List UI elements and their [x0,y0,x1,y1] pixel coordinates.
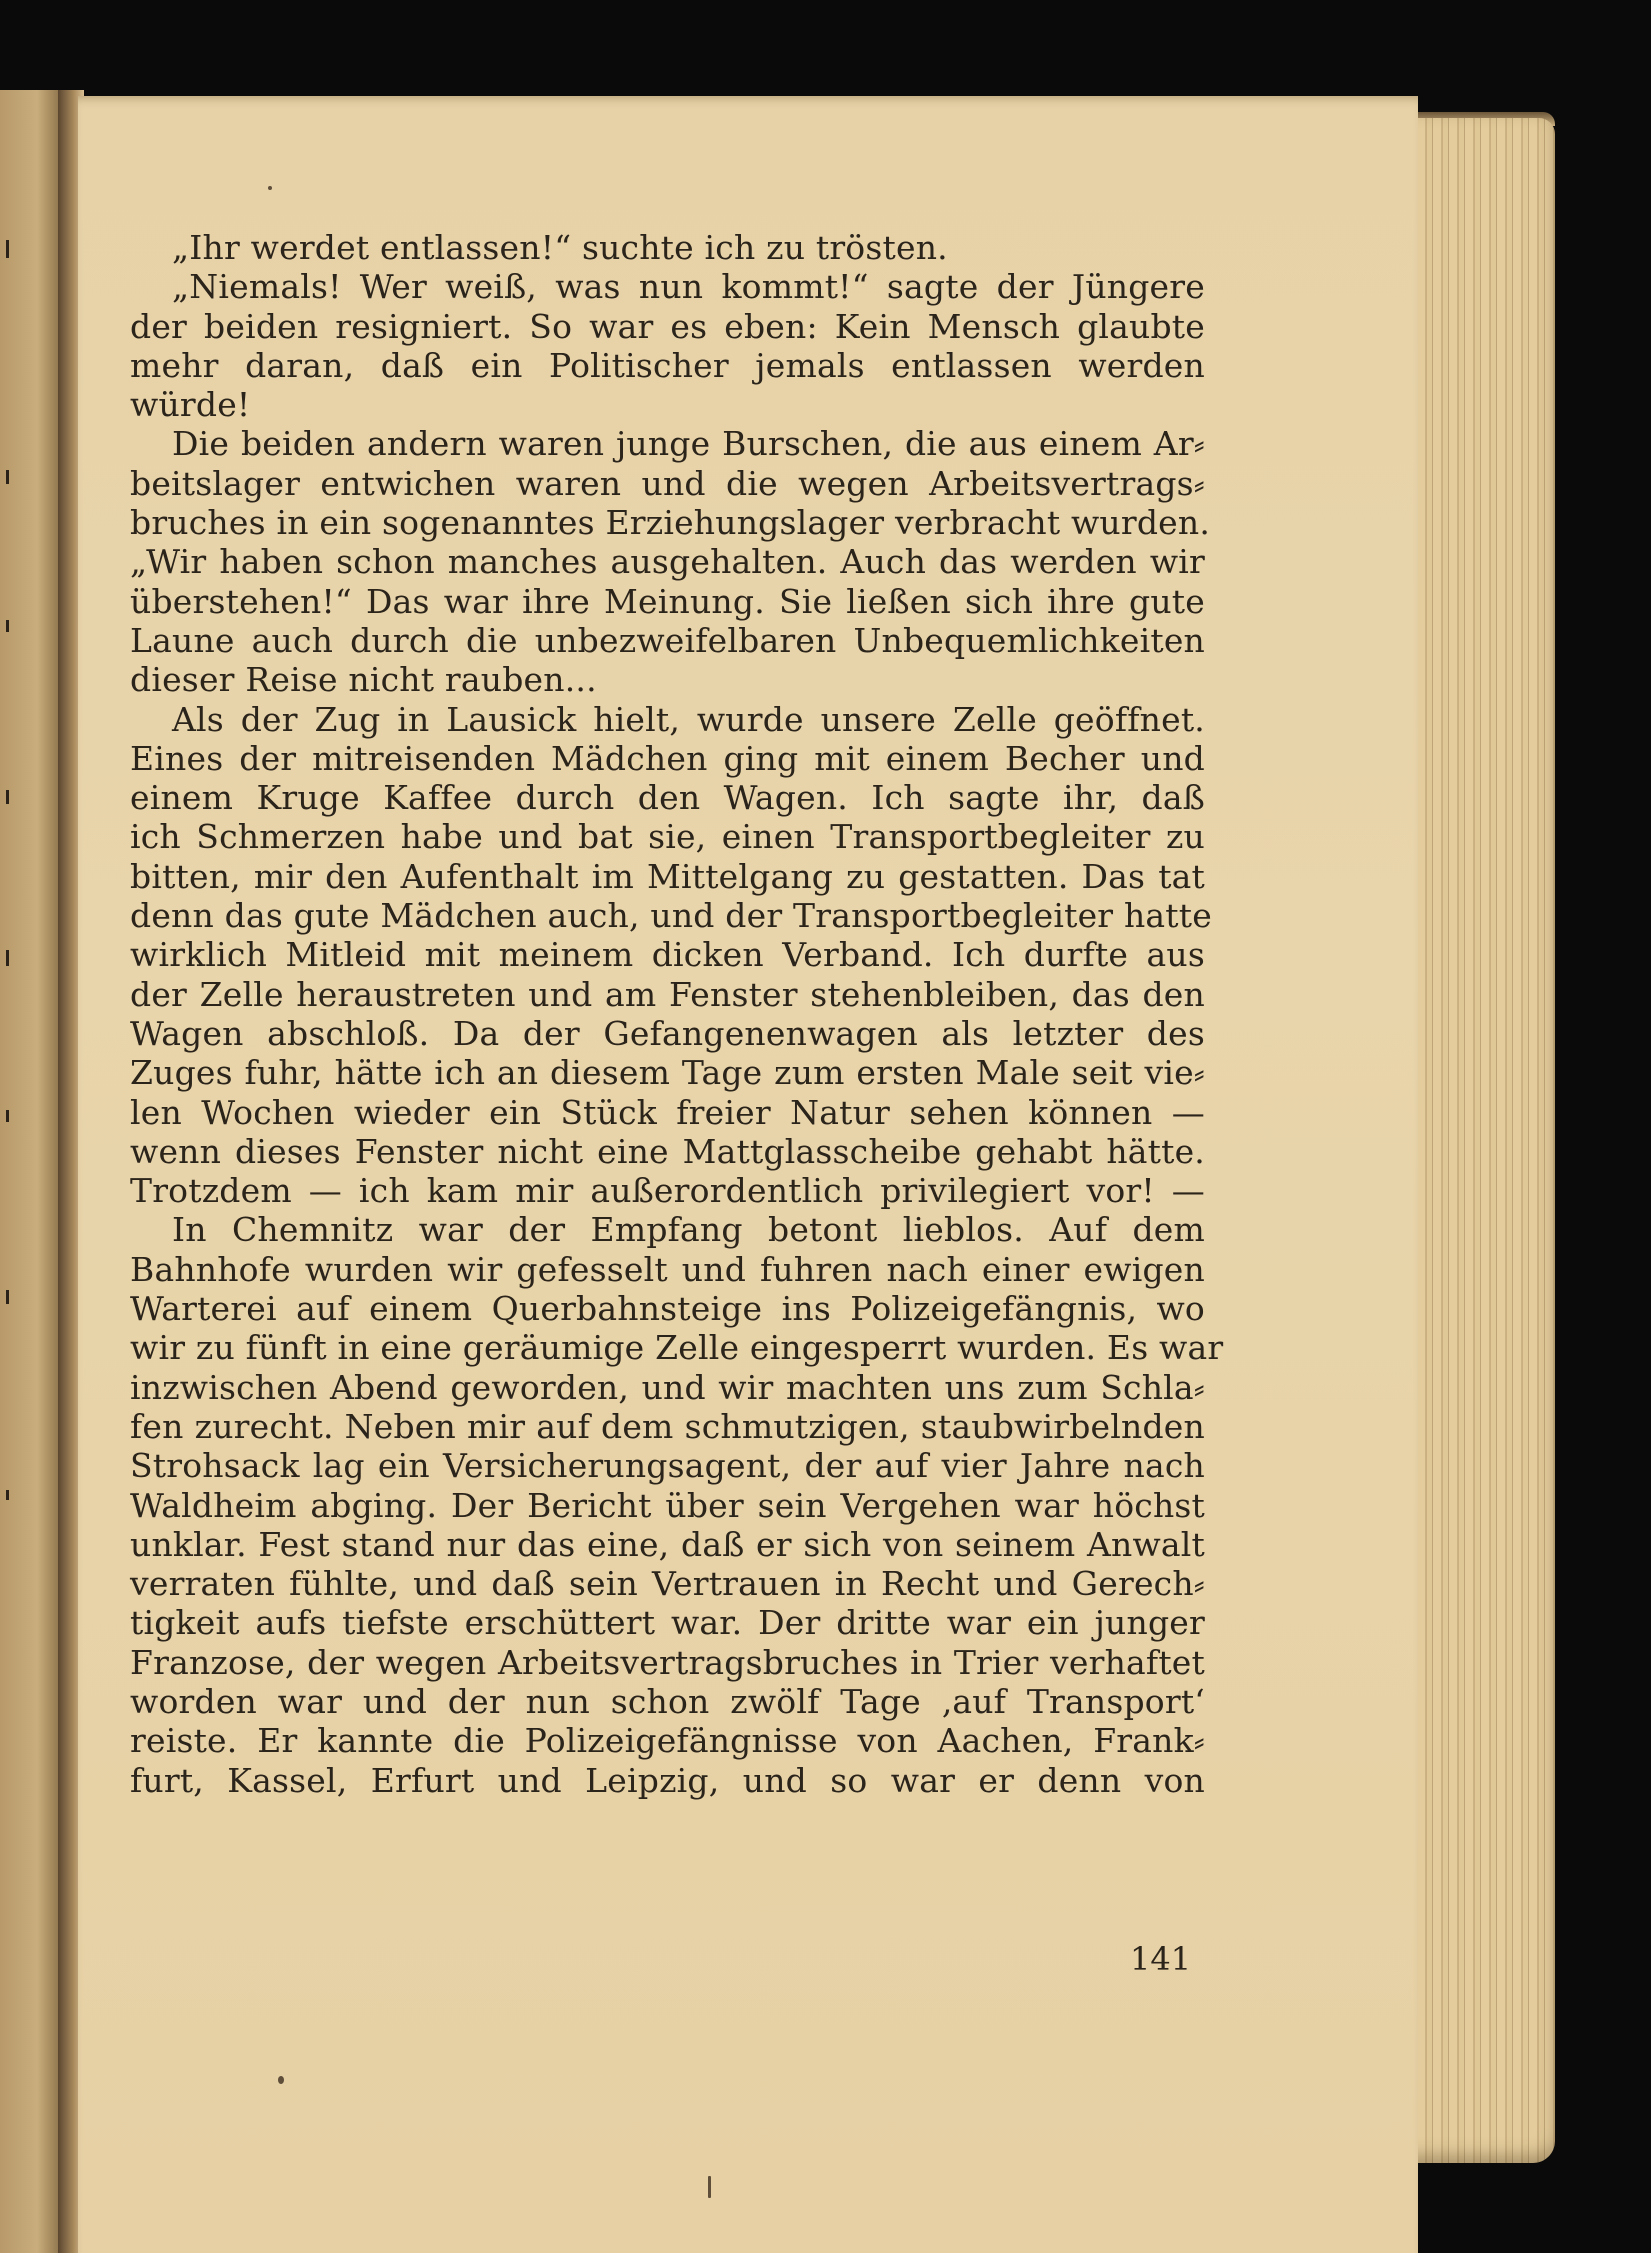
text-line: dieser Reise nicht rauben... [130,660,597,700]
page-number: 141 [1130,1940,1192,1978]
text-line: unklar. Fest stand nur das eine, daß er sich von seinem Anwalt [130,1524,1205,1564]
text-line: wenn dieses Fenster nicht eine Mattglasscheibe gehabt hätte. [130,1131,1205,1171]
text-line: Warterei auf einem Querbahnsteige ins Polizeigefängnis, wo [130,1289,1205,1329]
text-line: der beiden resigniert. So war es eben: Kein Mensch glaubte [130,306,1205,346]
text-line: fen zurecht. Neben mir auf dem schmutzigen, staubwirbelnden [130,1406,1205,1446]
text-line: verraten fühlte, und daß sein Vertrauen in Recht und Gerech⸗ [130,1564,1205,1604]
text-line: Die beiden andern waren junge Burschen, die aus einem Ar⸗ [172,424,1205,464]
text-line: „Ihr werdet entlassen!“ suchte ich zu trösten. [172,228,948,267]
text-line: Eines der mitreisenden Mädchen ging mit einem Becher und [130,738,1205,778]
text-line: Bahnhofe wurden wir gefesselt und fuhren nach einer ewigen [130,1249,1205,1289]
text-line: reiste. Er kannte die Polizeigefängnisse von Aachen, Frank⸗ [130,1721,1205,1761]
text-line: Waldheim abging. Der Bericht über sein Vergehen war höchst [130,1485,1205,1525]
text-line: Wagen abschloß. Da der Gefangenenwagen als letzter des [130,1013,1205,1053]
text-line: Strohsack lag ein Versicherungsagent, der auf vier Jahre nach [130,1446,1205,1486]
text-line: wir zu fünft in eine geräumige Zelle eingesperrt wurden. Es war [130,1328,1224,1368]
text-line: überstehen!“ Das war ihre Meinung. Sie ließen sich ihre gute [130,581,1205,621]
text-line: furt, Kassel, Erfurt und Leipzig, und so war er denn von [130,1760,1205,1800]
text-line: len Wochen wieder ein Stück freier Natur sehen können — [130,1092,1205,1132]
text-line: inzwischen Abend geworden, und wir machten uns zum Schla⸗ [130,1367,1205,1407]
text-line: Laune auch durch die unbezweifelbaren Unbequemlichkeiten [130,620,1205,660]
text-line: ich Schmerzen habe und bat sie, einen Transportbegleiter zu [130,817,1205,857]
text-line: bitten, mir den Aufenthalt im Mittelgang zu gestatten. Das tat [130,856,1205,896]
text-line: Franzose, der wegen Arbeitsvertragsbruches in Trier verhaftet [130,1642,1205,1682]
paper-speck [278,2076,284,2084]
text-line: beitslager entwichen waren und die wegen Arbeitsvertrags⸗ [130,463,1205,503]
text-line: einem Kruge Kaffee durch den Wagen. Ich sagte ihr, daß [130,778,1205,818]
facing-page-edge [0,90,62,2253]
paper-speck [268,186,272,190]
text-line: „Wir haben schon manches ausgehalten. Auch das werden wir [130,542,1205,582]
text-line: Trotzdem — ich kam mir außerordentlich privilegiert vor! — [130,1171,1205,1211]
text-line: mehr daran, daß ein Politischer jemals entlassen werden [130,345,1205,385]
text-line: Zuges fuhr, hätte ich an diesem Tage zum ersten Male seit vie⸗ [130,1053,1205,1093]
text-line: wirklich Mitleid mit meinem dicken Verband. Ich durfte aus [130,935,1205,975]
text-line: würde! [130,385,251,425]
paper-speck [708,2176,711,2198]
text-line: Als der Zug in Lausick hielt, wurde unsere Zelle geöffnet. [172,699,1205,739]
text-line: bruches in ein sogenanntes Erziehungslager verbracht wurden. [130,503,1211,543]
text-line: denn das gute Mädchen auch, und der Transportbegleiter hatte [130,896,1212,936]
text-line: „Niemals! Wer weiß, was nun kommt!“ sagte der Jüngere [172,267,1205,307]
body-text [130,228,1224,1800]
text-line: In Chemnitz war der Empfang betont lieblos. Auf dem [172,1210,1205,1250]
text-line: tigkeit aufs tiefste erschüttert war. Der dritte war ein junger [130,1603,1205,1643]
text-line: der Zelle heraustreten und am Fenster stehenbleiben, das den [130,974,1205,1014]
text-line: worden war und der nun schon zwölf Tage ‚auf Transport‘ [130,1681,1205,1721]
